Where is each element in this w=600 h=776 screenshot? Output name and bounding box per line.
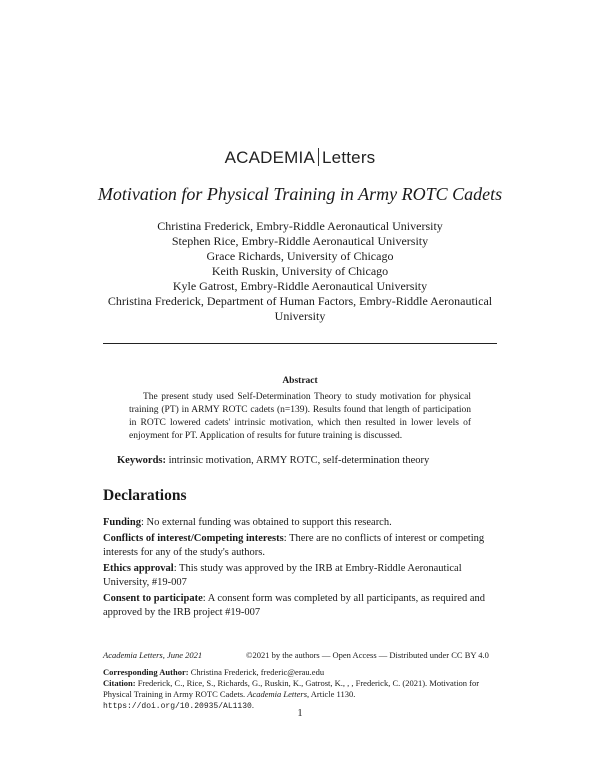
doi-link[interactable]: https://doi.org/10.20935/AL1130 — [103, 702, 252, 711]
declaration-item — [103, 516, 497, 531]
declaration-label: Funding — [103, 517, 141, 528]
paper-title: Motivation for Physical Training in Army ROTC Cadets — [97, 184, 503, 204]
corresponding-author — [103, 667, 503, 678]
page-number: 1 — [297, 708, 303, 719]
declaration-item — [103, 532, 497, 561]
citation-journal: Academia Letters — [247, 689, 308, 699]
declaration-text: : This study was approved by the IRB at Embry-Riddle Aeronautical University, #19-007 — [103, 562, 462, 588]
declaration-text: : No external funding was obtained to support this research. — [140, 517, 392, 528]
brand-section: Letters — [322, 148, 376, 167]
author-list — [100, 219, 500, 324]
declaration-label: Consent to participate — [103, 592, 203, 604]
keywords-text: intrinsic motivation, ARMY ROTC, self-determination theory — [166, 455, 430, 466]
declaration-text: : A consent form was completed by all participants, as required and approved by the IRB project #19-007 — [103, 592, 486, 618]
declarations-heading: Declarations — [103, 487, 187, 504]
author-line: Keith Ruskin, University of Chicago — [211, 264, 389, 278]
author-line: Christina Frederick, Department of Human Factors, Embry-Riddle Aeronautical University — [107, 294, 493, 323]
declaration-label: Ethics approval — [103, 562, 174, 574]
declaration-label: Conflicts of interest/Competing interests — [103, 532, 284, 544]
corresponding-text: Christina Frederick, frederic@erau.edu — [188, 667, 325, 677]
author-line: Kyle Gatrost, Embry-Riddle Aeronautical University — [172, 279, 428, 293]
corresponding-label: Corresponding Author: — [103, 667, 189, 677]
brand-divider — [318, 148, 319, 166]
citation-article: , Article 1130. — [307, 689, 356, 699]
declaration-text: : There are no conflicts of interest or competing interests for any of the study's authors. — [103, 532, 485, 558]
footer-journal: Academia Letters, June 2021 — [103, 650, 203, 660]
declaration-item — [103, 592, 497, 621]
author-line: Stephen Rice, Embry-Riddle Aeronautical University — [171, 234, 429, 248]
footer-license: ©2021 by the authors — Open Access — Distributed under CC BY 4.0 — [246, 650, 489, 660]
citation-text: Frederick, C., Rice, S., Richards, G., Ruskin, K., Gatrost, K., , , Frederick, C. (2021). Motivation for Physical Training in Army ROTC Cadets. — [103, 678, 480, 699]
citation-label: Citation: — [103, 678, 136, 688]
keywords-label: Keywords: — [117, 455, 166, 466]
academia-letters-logo — [0, 148, 600, 168]
abstract-text: The present study used Self-Determination Theory to study motivation for physical training (PT) in ARMY ROTC cadets (n=139). Results found that length of participation in ROTC lowered cadets' intrinsic motivation, which then resulted in lower levels of enjoyment for PT. Application of results for future training is discussed. — [129, 392, 471, 441]
brand-name: ACADEMIA — [224, 148, 316, 167]
citation — [103, 678, 503, 700]
author-line: Grace Richards, University of Chicago — [206, 249, 394, 263]
declaration-item — [103, 562, 497, 591]
keywords — [117, 455, 487, 466]
footer-citation-block — [103, 667, 503, 712]
author-line: Christina Frederick, Embry-Riddle Aeronautical University — [157, 219, 443, 233]
declarations-list — [103, 516, 497, 622]
section-divider — [103, 343, 497, 344]
abstract-heading: Abstract — [282, 376, 318, 386]
doi-end: . — [251, 700, 254, 710]
